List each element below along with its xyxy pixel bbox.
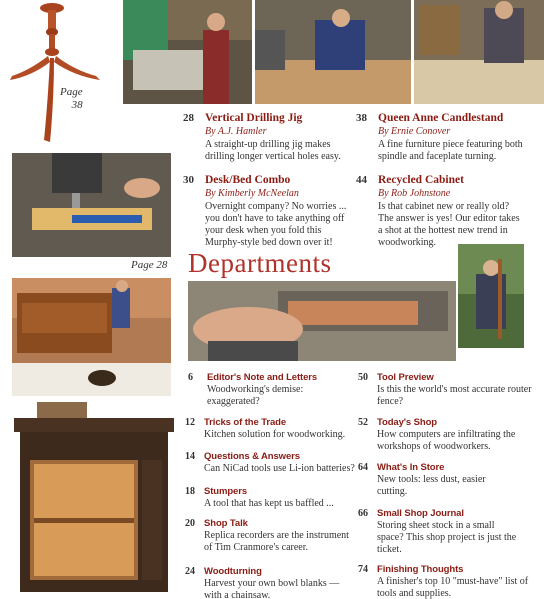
caption-page-38: Page 38 xyxy=(60,86,83,111)
department-description: Kitchen solution for woodworking. xyxy=(204,429,346,440)
department-item[interactable] xyxy=(358,564,540,599)
department-title: Small Shop Journal xyxy=(377,508,464,519)
department-item[interactable] xyxy=(185,417,353,447)
department-page-number: 66 xyxy=(358,508,368,519)
department-description: A tool that has kept us baffled ... xyxy=(204,498,334,509)
feature-article[interactable] xyxy=(183,112,353,172)
feature-author: By Kimberly McNeelan xyxy=(205,188,299,199)
department-description: Replica recorders are the instrument of Tim Cranmore's career. xyxy=(204,530,349,553)
department-title: Finishing Thoughts xyxy=(377,564,464,575)
feature-title: Desk/Bed Combo xyxy=(205,174,291,186)
department-description: New tools: less dust, easier cutting. xyxy=(377,474,486,497)
department-item[interactable] xyxy=(358,462,540,497)
desk-bed-photo xyxy=(12,278,171,396)
feature-description: Overnight company? No worries ... you don't have to take anything off your desk when you fold this Murphy-style bed down over it! xyxy=(205,201,347,248)
recorder-maker-photo xyxy=(458,244,524,348)
department-title: What's In Store xyxy=(377,462,445,473)
feature-author: By Rob Johnstone xyxy=(378,188,451,199)
department-item[interactable] xyxy=(358,417,540,452)
department-description: Can NiCad tools use Li-ion batteries? xyxy=(204,463,355,474)
department-page-number: 12 xyxy=(185,417,195,428)
feature-article[interactable] xyxy=(356,174,520,248)
woodturning-photo xyxy=(188,281,456,361)
department-title: Tool Preview xyxy=(377,372,434,383)
department-item[interactable] xyxy=(185,451,353,481)
department-page-number: 74 xyxy=(358,564,368,575)
department-page-number: 6 xyxy=(188,372,193,383)
department-title: Woodturning xyxy=(204,566,262,577)
feature-article[interactable] xyxy=(356,112,544,172)
caption-page-28: Page 28 xyxy=(131,259,168,271)
department-title: Stumpers xyxy=(204,486,248,497)
recycled-cabinet-photo xyxy=(12,400,176,599)
feature-description: Is that cabinet new or really old? The answer is yes! Our editor takes a shot at the hottest new trend in woodworking. xyxy=(378,201,520,248)
departments-heading: Departments xyxy=(188,248,332,278)
department-title: Questions & Answers xyxy=(204,451,300,462)
department-page-number: 52 xyxy=(358,417,368,428)
feature-page-number: 28 xyxy=(183,112,194,124)
feature-page-number: 44 xyxy=(356,174,367,186)
department-description: Woodworking's demise: exaggerated? xyxy=(207,384,304,407)
department-page-number: 14 xyxy=(185,451,195,462)
department-page-number: 64 xyxy=(358,462,368,473)
candlestand-photo xyxy=(0,0,122,148)
feature-author: By A.J. Hamler xyxy=(205,126,267,137)
department-item[interactable] xyxy=(358,508,540,553)
department-item[interactable] xyxy=(185,518,353,558)
department-description: How computers are infiltrating the workshops of woodworkers. xyxy=(377,429,516,452)
department-description: Storing sheet stock in a small space? This shop project is just the ticket. xyxy=(377,520,517,555)
department-page-number: 18 xyxy=(185,486,195,497)
department-item[interactable] xyxy=(358,372,540,412)
feature-description: A fine furniture piece featuring both spindle and faceplate turning. xyxy=(378,139,523,162)
feature-page-number: 30 xyxy=(183,174,194,186)
department-page-number: 20 xyxy=(185,518,195,529)
feature-description: A straight-up drilling jig makes drilling longer vertical holes easy. xyxy=(205,139,341,162)
feature-author: By Ernie Conover xyxy=(378,126,451,137)
department-item[interactable] xyxy=(185,486,353,516)
department-description: Is this the world's most accurate router fence? xyxy=(377,384,532,407)
candlestand-shop-photo xyxy=(255,0,411,104)
feature-page-number: 38 xyxy=(356,112,367,124)
department-title: Shop Talk xyxy=(204,518,248,529)
feature-title: Recycled Cabinet xyxy=(378,174,464,186)
department-description: Harvest your own bowl blanks — with a chainsaw. xyxy=(204,578,340,599)
department-item[interactable] xyxy=(188,372,353,412)
feature-title: Queen Anne Candlestand xyxy=(378,112,504,124)
department-page-number: 24 xyxy=(185,566,195,577)
department-page-number: 50 xyxy=(358,372,368,383)
department-title: Today's Shop xyxy=(377,417,437,428)
department-item[interactable] xyxy=(185,566,353,599)
recycled-cabinet-shop-photo xyxy=(414,0,544,104)
department-description: A finisher's top 10 "must-have" list of tools and supplies. xyxy=(377,576,529,599)
drill-press-photo xyxy=(12,153,171,257)
department-title: Tricks of the Trade xyxy=(204,417,287,428)
drilling-jig-shop-photo xyxy=(123,0,252,104)
department-title: Editor's Note and Letters xyxy=(207,372,318,383)
feature-title: Vertical Drilling Jig xyxy=(205,112,303,124)
feature-article[interactable] xyxy=(183,174,353,248)
